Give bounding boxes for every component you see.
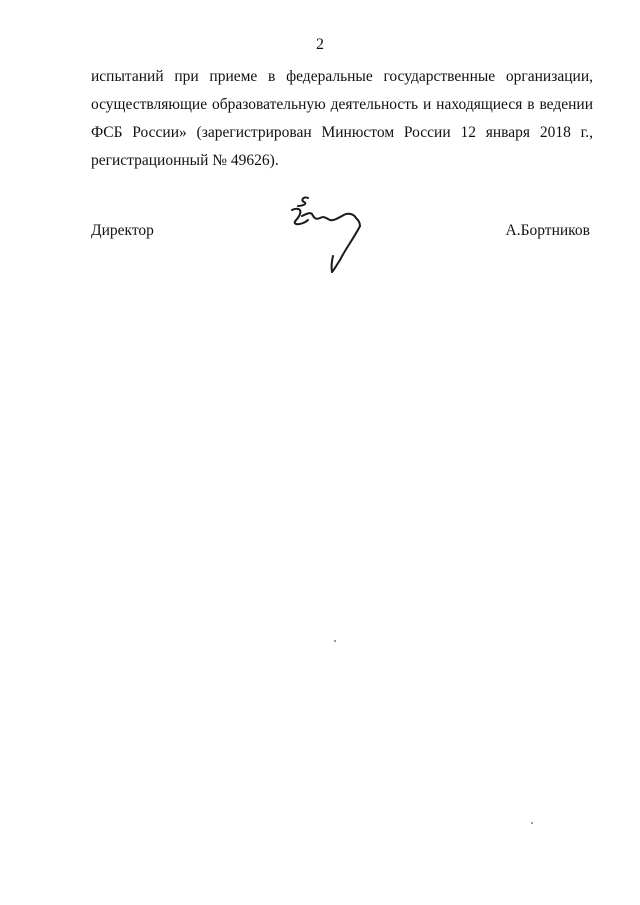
scan-speck — [334, 640, 336, 642]
scan-speck — [531, 822, 533, 824]
handwritten-signature — [282, 188, 372, 278]
paragraph-line: ФСБ России» (зарегистрирован Минюстом России 12 января 2018 г., — [91, 124, 593, 141]
page-number: 2 — [316, 36, 324, 53]
signatory-name: А.Бортников — [505, 222, 590, 239]
paragraph-line: осуществляющие образовательную деятельность и находящиеся в ведении — [91, 96, 593, 113]
position-title: Директор — [91, 222, 154, 239]
body-paragraph — [91, 63, 593, 175]
paragraph-line: испытаний при приеме в федеральные государственные организации, — [91, 68, 593, 85]
paragraph-line: регистрационный № 49626). — [91, 152, 279, 169]
